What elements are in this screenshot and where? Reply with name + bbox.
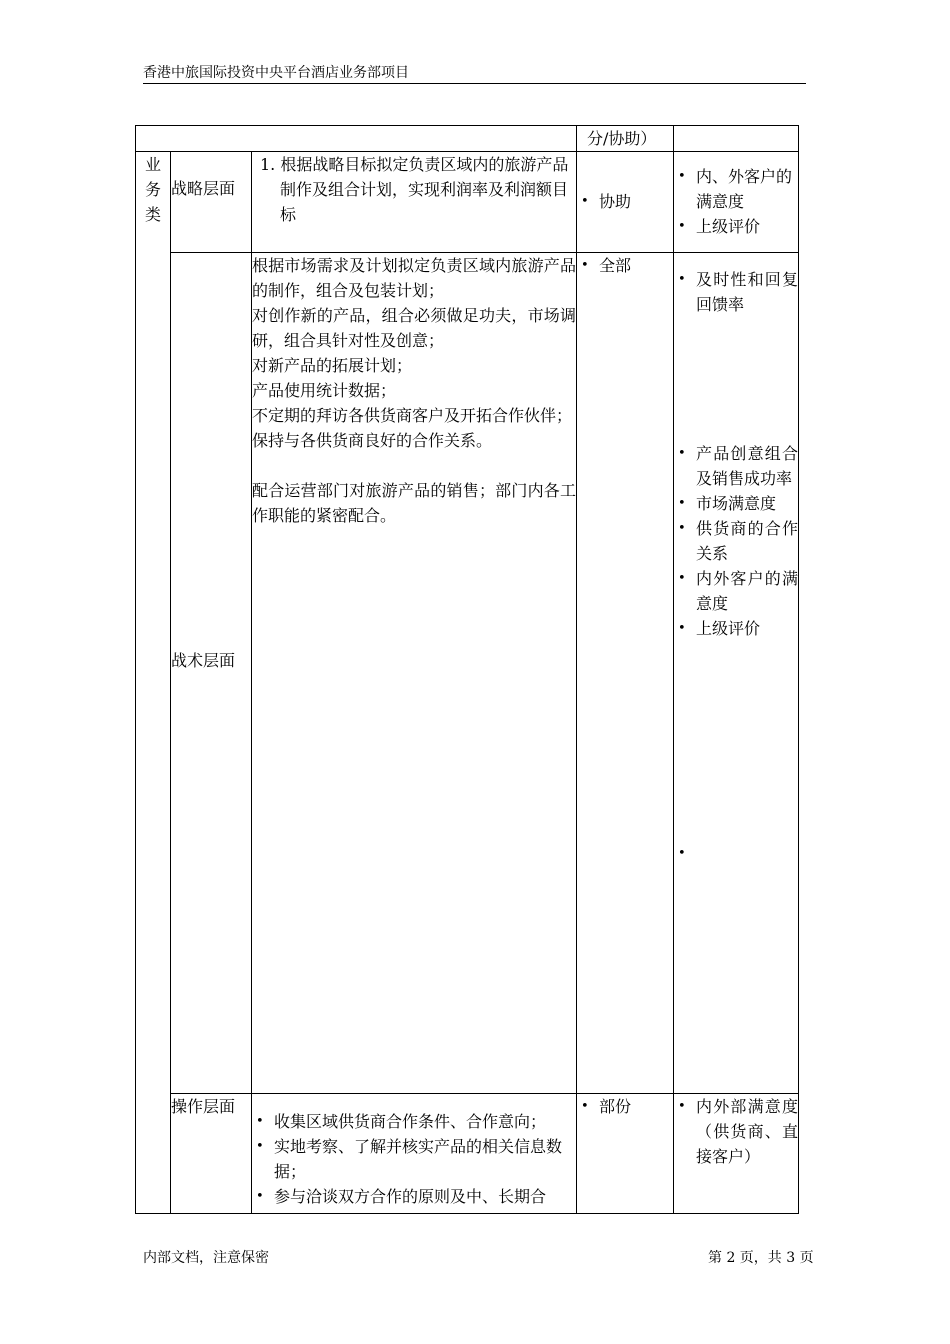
kpi-item: • 及时性和回复回馈率 bbox=[674, 267, 798, 317]
kpis-operational bbox=[674, 1094, 799, 1214]
level-strategic: 战略层面 bbox=[171, 152, 252, 253]
kpis-strategic bbox=[674, 152, 799, 253]
continued-cell bbox=[136, 126, 577, 152]
kpi-item: • 上级评价 bbox=[674, 214, 798, 239]
kpi-item: • 上级评价 bbox=[674, 616, 798, 641]
category-char: 务 bbox=[144, 180, 161, 199]
task-item: 配合运营部门对旅游产品的销售；部门内各工作职能的紧密配合。 bbox=[252, 481, 577, 525]
task-item: 对创作新的产品，组合必须做足功夫，市场调研，组合具针对性及创意； bbox=[252, 306, 577, 350]
role-item: • 部份 bbox=[577, 1094, 673, 1119]
kpi-list-empty bbox=[674, 841, 798, 866]
table-row-tactical bbox=[136, 253, 799, 1094]
footer-confidential: 内部文档，注意保密 bbox=[143, 1250, 269, 1266]
kpi-item: • 市场满意度 bbox=[674, 491, 798, 516]
kpi-item: • 内外部满意度（供货商、直接客户） bbox=[674, 1094, 798, 1169]
kpi-item: • 供货商的合作关系 bbox=[674, 516, 798, 566]
task-item: 对新产品的拓展计划； bbox=[252, 356, 413, 375]
footer-page-number: 第 2 页，共 3 页 bbox=[708, 1250, 814, 1266]
table-row-strategic bbox=[136, 152, 799, 253]
kpi-header-continued bbox=[674, 126, 799, 152]
role-header-continued: 分/协助） bbox=[577, 126, 674, 152]
role-strategic bbox=[577, 152, 674, 253]
task-item: • 参与洽谈双方合作的原则及中、长期合 bbox=[252, 1184, 576, 1209]
kpi-item: • 内、外客户的满意度 bbox=[674, 164, 798, 214]
kpi-item-empty bbox=[674, 841, 798, 866]
role-operational bbox=[577, 1094, 674, 1214]
task-item: 产品使用统计数据； bbox=[252, 381, 397, 400]
level-operational: 操作层面 bbox=[171, 1094, 252, 1214]
page-header: 香港中旅国际投资中央平台酒店业务部项目 bbox=[143, 65, 409, 81]
role-tactical bbox=[577, 253, 674, 1094]
category-char: 类 bbox=[144, 205, 161, 224]
category-char: 业 bbox=[144, 155, 161, 174]
task-item: • 实地考察、了解并核实产品的相关信息数据； bbox=[252, 1134, 576, 1184]
responsibility-table bbox=[135, 125, 799, 1214]
tasks-tactical bbox=[252, 253, 577, 1094]
kpi-item: • 内外客户的满意度 bbox=[674, 566, 798, 616]
header-rule bbox=[143, 83, 806, 84]
task-item: 不定期的拜访各供货商客户及开拓合作伙伴； bbox=[252, 406, 573, 425]
category-cell bbox=[136, 152, 171, 1214]
level-tactical: 战术层面 bbox=[171, 253, 252, 1094]
role-item: • 全部 bbox=[577, 253, 673, 278]
task-item: • 收集区域供货商合作条件、合作意向； bbox=[252, 1109, 576, 1134]
kpi-list-b bbox=[674, 441, 798, 641]
task-item: 保持与各供货商良好的合作关系。 bbox=[252, 431, 493, 450]
kpi-list-a bbox=[674, 267, 798, 317]
task-item: 根据市场需求及计划拟定负责区域内旅游产品的制作，组合及包装计划； bbox=[252, 256, 577, 300]
kpi-item: • 产品创意组合及销售成功率 bbox=[674, 441, 798, 491]
kpis-tactical bbox=[674, 253, 799, 1094]
tasks-strategic bbox=[252, 152, 577, 253]
tasks-operational bbox=[252, 1094, 577, 1214]
table-row-operational bbox=[136, 1094, 799, 1214]
task-item: 1. 根据战略目标拟定负责区域内的旅游产品制作及组合计划，实现利润率及利润额目标 bbox=[260, 155, 569, 224]
table-row bbox=[136, 126, 799, 152]
role-item: • 协助 bbox=[577, 189, 673, 214]
